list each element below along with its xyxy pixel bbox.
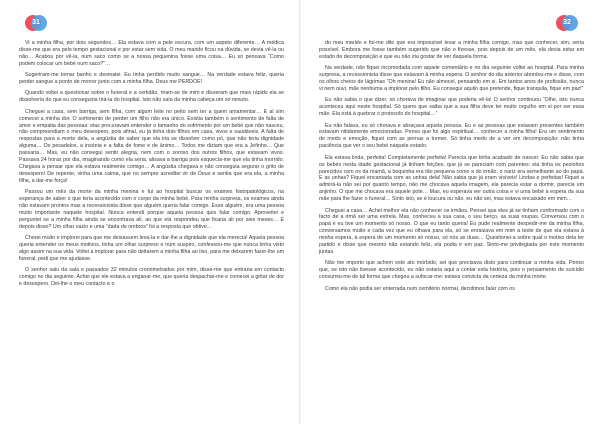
paragraph: Cheguei a casa, sem barriga, sem filha, com algum leite no peito sem ter a quem amamentar… E al sim comecei a minha dor. O sofrimento de perder um filho não era único. Existia também o sentimento de falta de amor e empatia das pessoas: elas procuravam entender o tamanho do sofrimento por um bebé que não nasceu, não compreendiam o meu desespero, pois afinal, eu já tinha dois filhos em casa, vivos e saudáveis. A falta de respostas para a morte dela, a angústia de saber que ela iria se dissolver como pó, que não teria dignidade alguma… Os pesadelos, a insónia e a falta de fome e de ânimo… Todos me diziam que era a Jefinho… Que passaria… Mas, eu não consegui sentir alegria, nem com o sorriso dos outros filhos, que estavam vivos. Passava 24 horas por dia, imaginando como ela seria, alisava a barriga pois esquecia-me que ela tinha morrido. Chegava a pensar que ela estava realmente comigo… A angústia chegava e não conseguia segurar o grito de desespero! De repente, vinha uma calma, que no sempre acreditei vir de Deus e sentia que era ela, a minha filha, a dar-me força! [19,108,284,184]
page-number: 32 [563,19,571,26]
left-page-text [19,40,284,293]
paragraph: Ela estava linda, perfeita! Completamente perfeita! Parecia que tinha acabado de nascer. Eu não sabia que os bebés nesta idade gestacional já tinham feições, que já se pareciam com parentes: ela tinha os pezinhos parecidos com os da mamã, a boquinha era tão pequena como a do irmão, o nariz era semelhante ao do papá. E as unhas? Fiquei encantada com as unhas dela! Não sabia que já eram visíveis! Lindas e perfeitas! Fiquei a admirá-la não sei por quanto tempo, não me chocava aquela imagem, ela parecia estar a dormir, parecia um anjinho. O que me chocava era aquele pote… Mas, eu esperava ver outra coisa e vi uma bebé à espera da sua mãe para lhe fazer o funeral… Sinto isto, se é loucura ou não, eu não sei, mas estava encaixado em mim… [319,154,584,203]
paragraph: O senhor saiu da sala e passados 32 minutos cronometrados por mim, disse-me que entraria em contacto comigo no dia seguinte. Achei que ele estava a enganar-me, que queria despachar-me e comecei a gritar de dor e desespero. Dei-lhe o meu contacto e o [19,267,284,288]
paragraph: Passou um mês da morte da minha menina e fui ao hospital buscar os exames histopatológicos, na esperança de saber o que teria acontecido com o corpo da minha bebé. Para minha surpresa, os exames ainda não estavam prontos mas a recessionista disse que alguém queria falar comigo. Esse alguém, era uma pessoa muito importante naquele hospital. Nunca entendi porque aquela pessoa quis falar comigo. Aproveitei e perguntei se a minha filha ainda se encontrava ali, ao que ela respondeu que ficaria ali por seis meses… E depois disso? Um olhar vazio e uma “dada de ombros” foi a resposta que obtive… [19,189,284,230]
right-page [300,0,600,424]
paragraph: Eu não falava, eu só chorava e abraçava aquela pessoa. Eu e as pessoas que estavam presentes também estavam nitidamente emocionadas. Penso que foi algo espiritual… conhecer a minha filha! Era um sentimento de medo e emoção, fiquei com as pernas a tremer. Só tinha medo de a ver em decomposição: não tinha paciência que ver o seu bebé naquele estado. [319,122,584,150]
paragraph: Vi a minha filha, por dois segundos… Ela estava com a pele escura, com um aspeto diferente… A médica disse-me que era pelo tempo gestacional e por estar sem vida. O meu marido ficou na dúvida, se devia vê-la ou não… Acabou por vê-la, num saco como se a nossa pequenina fosse uma coisa… Eu só pensava “Como podem colocar um bebé num saco?”… [19,40,284,67]
page-number-badge [25,15,47,31]
paragraph: Como ela não podia ser enterrada num cemitério normal, decidimos falar com os [325,285,515,292]
paragraph: do meu marido e foi-me dito que era impossível levar a minha filha comigo, mas que conhecer, sim, seria possível. Embora me fosse também sugerido que não o fizesse, pois depois de um mês, ela devia estar em estado de decomposição e que eu não iria gostar de ver daquela forma. [319,40,584,60]
paragraph: Sugeriram-me tomar banho e desmaiei. Eu tinha perdido muito sangue… Na verdade estava feliz, queria perder sangue a ponto de morrer junto com a minha filha. Deus me PERDOE! [19,72,284,86]
paragraph: Não me importo que achem este ato mórbido, sei que precisava disto para continuar a minha vida. Penso que, se isto não tivesse acontecido, eu não estaria aqui a contar esta história, pois o pensamento de suicídio consumiu-me de tal forma que chegou a sufocar-me: estava convicta da certeza da minha morte. [319,260,584,281]
page-number: 31 [32,19,40,26]
page-number-badge [556,15,578,31]
paragraph: Quando voltei a questionar sobre o funeral e a certidão, riram-se de mim e disseram que mais rápido ela se dissolveria do que eu conseguiria tirá-la do hospital. Isto não saía da minha cabeça um só minuto. [19,90,284,104]
paragraph: Eu não sabia o que dizer, só chorava de imaginar que poderia vê-la! O senhor continuou “Olhe, isto nunca aconteceu aqui neste hospital. Só quero que saiba que a sua filha deve ter muito orgulho em si por ser essa mãe. Ela está à quebrar o protocolo do hospital…” [319,97,584,118]
paragraph: Na verdade, não fiquei incomodada com aquele comentário e no dia seguinte voltei ao hospital. Para minha surpresa, a recessionista disse que estavam à minha espera. O senhor do dia anterior abordou-me e disse, com os olhos cheios de lágrimas “Oh menina! Eu não almocei, pensando em si. Em tantos anos de profissão, nunca vi nem ouvi, mãe nenhuma a implorar pelo filho. Eu consegui aquilo que pretende, fique tranquila, fique em paz!” [319,65,584,92]
paragraph: Chorei muito e implorei para que me deixassem leva-la e dar-lhe a dignidade que ela merecia! Aquela pessoa queria entender os meus motivos, tinha um olhar surpreso e num suspiro, confessou-me que nunca tinha visto algo assim na sua vida. Voltei a implorar para não deitarem a minha filha ao lixo, para me deixarem fazer-lhe um funeral, pedi que me ajudasse. [19,235,284,262]
right-page-text [319,40,584,297]
paragraph: Cheguei a casa… Achei melhor ela não conhecer os irmãos. Pensei que eles já se tinham conformado com o facto de a irmã ser uma estrela. Mas, conheceu a sua casa, o seu berço, as suas roupas. Conversou com o papá e eu tive um momento só nosso. O que eu tanto queria! Eu pude realmente despedir-me da minha filha, conversamos muito e cada vez que eu olhava para ela, só se enraizava em mim a teste de que ela estava à minha espera, à espera de um momento só nosso, só nós as duas… Questionei-a sobre qual o motivo dela ter partido e disse que mesmo não estando feliz, ela podia ir em paz. Sinto-me privilegiada por este momento juntas. [319,207,584,255]
